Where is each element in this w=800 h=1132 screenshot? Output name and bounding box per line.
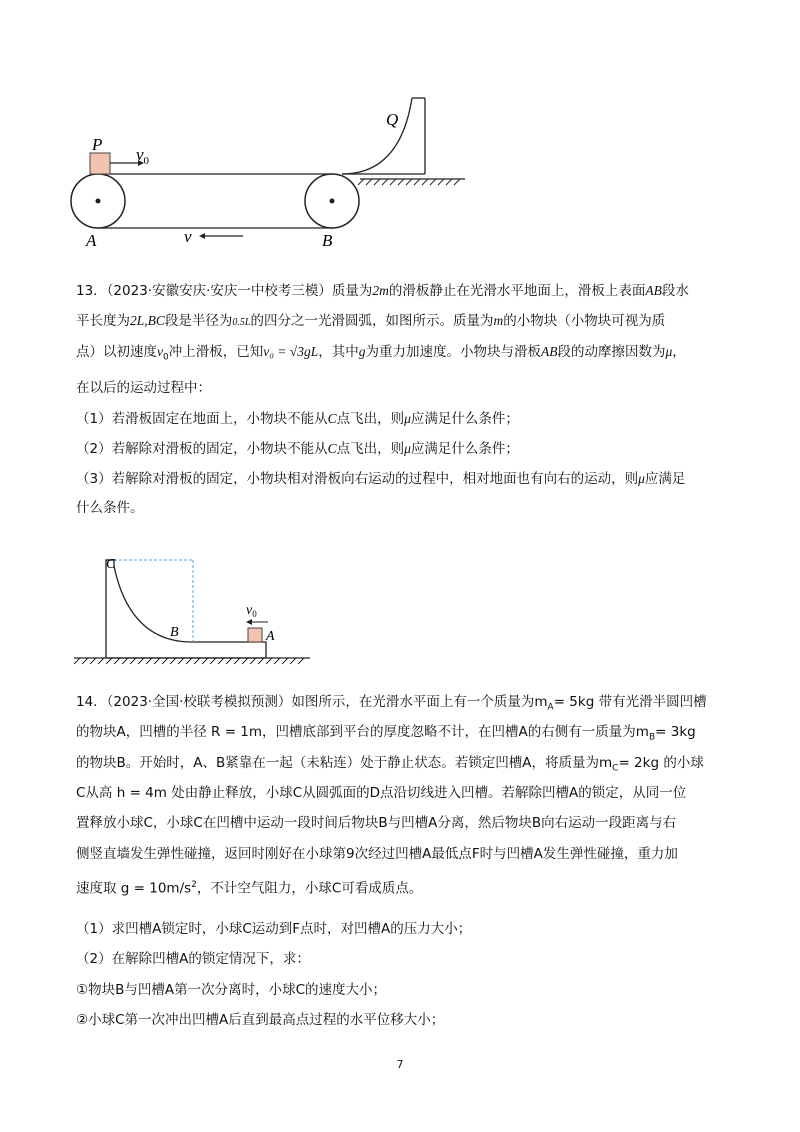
q13-part3: （3）若解除对滑板的固定，小物块相对滑板向右运动的过程中，相对地面也有向右的运动，则μ应满足 <box>76 471 686 487</box>
q13-part3-cont: 什么条件。 <box>76 500 144 516</box>
label-A: A <box>266 629 275 644</box>
q13-line4: 在以后的运动过程中： <box>76 380 211 396</box>
equation-v0: v₀ = √3gL <box>263 344 319 359</box>
figure-conveyor <box>60 88 480 253</box>
label-P: P <box>92 135 103 154</box>
q14-line6: 侧竖直墙发生弹性碰撞，返回时刚好在小球第9次经过凹槽A最低点F时与凹槽A发生弹性碰撞，重力加 <box>76 846 678 862</box>
label-A: A <box>86 231 97 250</box>
label-B: B <box>322 231 333 250</box>
q14-line5: 置释放小球C，小球C在凹槽中运动一段时间后物块B与凹槽A分离，然后物块B向右运动一段距离与右 <box>76 815 677 831</box>
label-v0: $v_0$ <box>136 145 150 167</box>
label-v: v <box>184 227 192 246</box>
q14-line4: C从高 h = 4m 处由静止释放，小球C从圆弧面的D点沿切线进入凹槽。若解除凹槽A的锁定，从同一位 <box>76 785 687 801</box>
q14-part2-2: ②小球C第一次冲出凹槽A后直到最高点过程的水平位移大小； <box>76 1012 445 1028</box>
page-number: 7 <box>396 1058 404 1071</box>
q14-part2: （2）在解除凹槽A的锁定情况下，求： <box>76 951 310 967</box>
label-B: B <box>170 625 179 640</box>
figure-slider-arc <box>70 552 320 667</box>
q14-line2: 的物块A，凹槽的半径 R = 1m，凹槽底部到平台的厚度忽略不计，在凹槽A的右侧有一质量为$m_B= 3kg$ <box>76 724 696 743</box>
q13-line3: 点）以初速度$v_0$冲上滑板，已知v₀ = √3gL，其中g为重力加速度。小物块与滑板AB段的动摩擦因数为μ， <box>76 344 686 363</box>
q13-part1: （1）若滑板固定在地面上，小物块不能从C点飞出，则μ应满足什么条件； <box>76 411 519 427</box>
label-C: C <box>106 557 116 572</box>
q14-line3: 的物块B。开始时，A、B紧靠在一起（未粘连）处于静止状态。若锁定凹槽A，将质量为$m_C= 2kg$ 的小球 <box>76 755 704 774</box>
q14-part1: （1）求凹槽A锁定时，小球C运动到F点时，对凹槽A的压力大小； <box>76 921 472 937</box>
q14-line1: 14．（2023·全国·校联考模拟预测）如图所示，在光滑水平面上有一个质量为$m_A= 5kg$ 带有光滑半圆凹槽 <box>76 694 707 713</box>
label-Q: Q <box>386 110 399 129</box>
q13-line1: 13．（2023·安徽安庆·安庆一中校考三模）质量为2m的滑板静止在光滑水平地面上，滑板上表面AB段水 <box>76 283 689 299</box>
label-v0: $v_0$ <box>246 603 257 619</box>
q13-line2: 平长度为2L,BC段是半径为0.5L的四分之一光滑圆弧，如图所示。质量为m的小物块（小物块可视为质 <box>76 313 666 329</box>
q14-line7: 速度取 $g = 10m/s^2$，不计空气阻力，小球C可看成质点。 <box>76 880 423 897</box>
q13-part2: （2）若解除对滑板的固定，小物块不能从C点飞出，则μ应满足什么条件； <box>76 441 519 457</box>
q14-part2-1: ①物块B与凹槽A第一次分离时，小球C的速度大小； <box>76 982 387 998</box>
